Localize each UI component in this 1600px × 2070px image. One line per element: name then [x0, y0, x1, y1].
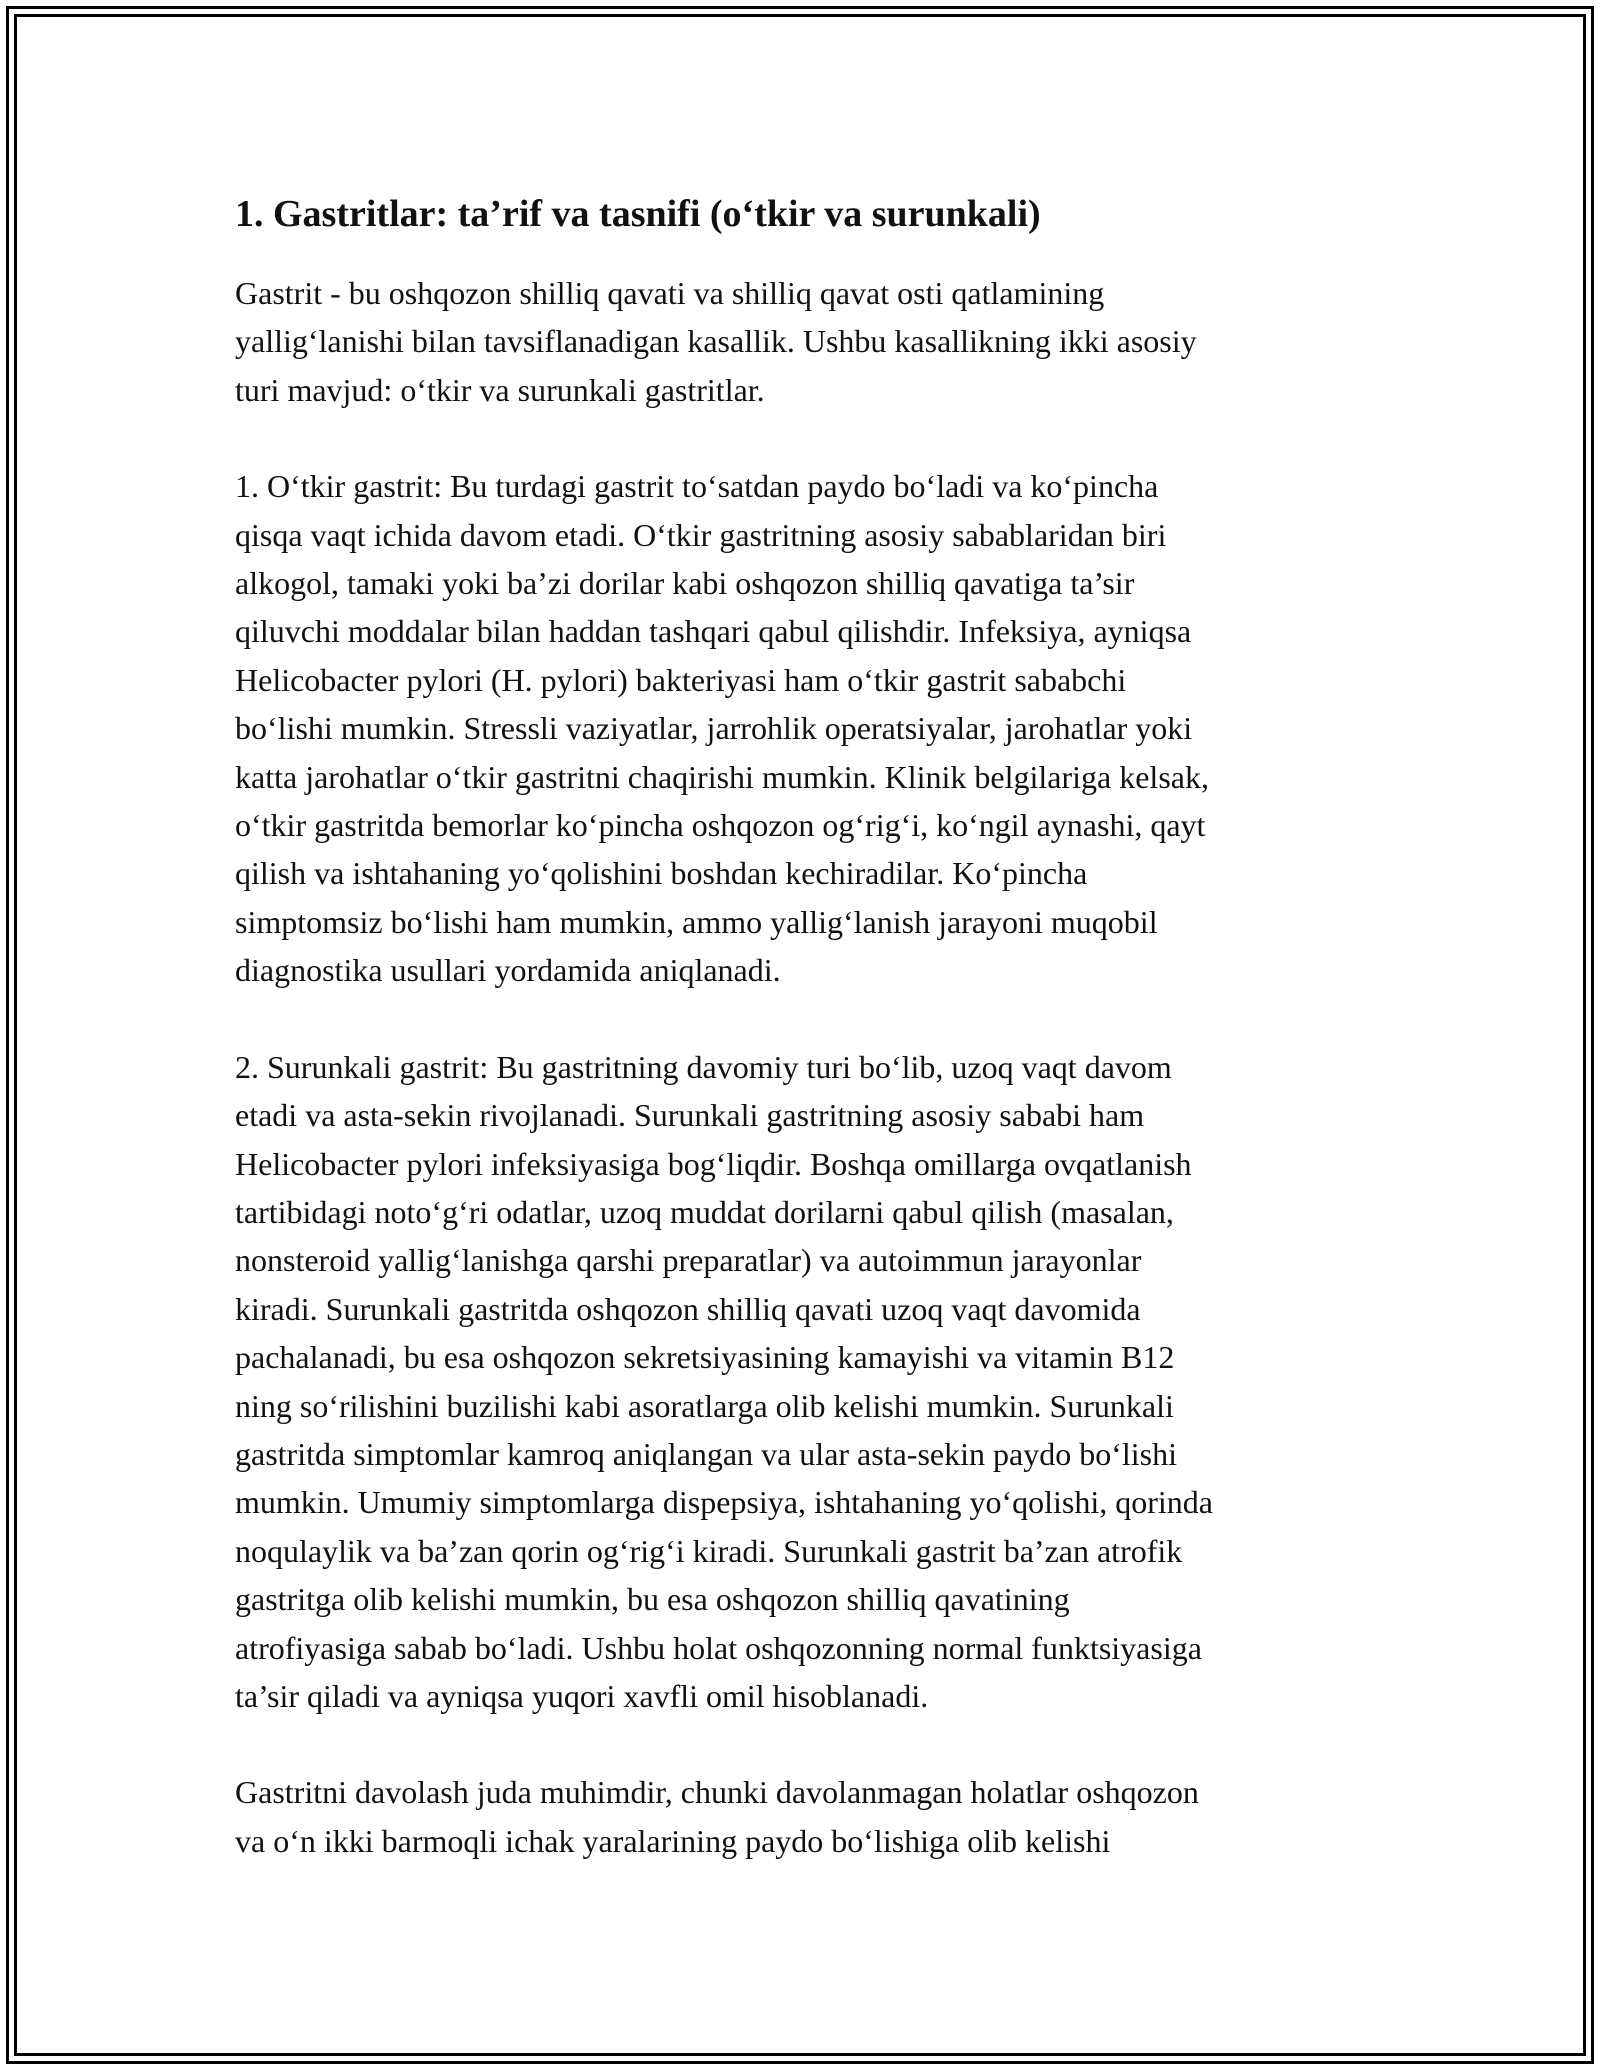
paragraph-chronic-gastritis: 2. Surunkali gastrit: Bu gastritning davomiy turi bo‘lib, uzoq vaqt davom etadi va asta-sekin rivojlanadi. Surunkali gastritning asosiy sababi ham Helicobacter pylori infeksiyasiga bog‘liqdir. Boshqa omillarga ovqatlanish tartibidagi noto‘g‘ri odatlar, uzoq muddat dorilarni qabul qilish (masalan, nonsteroid yallig‘lanishga qarshi preparatlar) va autoimmun jarayonlar kiradi. Surunkali gastritda oshqozon shilliq qavati uzoq vaqt davomida pachalanadi, bu esa oshqozon sekretsiyasining kamayishi va vitamin B12 ning so‘rilishini buzilishi kabi asoratlarga olib kelishi mumkin. Surunkali gastritda simptomlar kamroq aniqlangan va ular asta-sekin paydo bo‘lishi mumkin. Umumiy simptomlarga dispepsiya, ishtahaning yo‘qolishi, qorinda noqulaylik va ba’zan qorin og‘rig‘i kiradi. Surunkali gastrit ba’zan atrofik gastritga olib kelishi mumkin, bu esa oshqozon shilliq qavatining atrofiyasiga sabab bo‘ladi. Ushbu holat oshqozonning normal funktsiyasiga ta’sir qiladi va ayniqsa yuqori xavfli omil hisoblanadi.	[235, 1048, 1213, 1714]
section-title: 1. Gastritlar: ta’rif va tasnifi (o‘tkir va surunkali)	[235, 193, 1041, 235]
paragraph-acute-gastritis: 1. O‘tkir gastrit: Bu turdagi gastrit to‘satdan paydo bo‘ladi va ko‘pincha qisqa vaqt ichida davom etadi. O‘tkir gastritning asosiy sabablaridan biri alkogol, tamaki yoki ba’zi dorilar kabi oshqozon shilliq qavatiga ta’sir qiluvchi moddalar bilan haddan tashqari qabul qilishdir. Infeksiya, ayniqsa Helicobacter pylori (H. pylori) bakteriyasi ham o‘tkir gastrit sababchi bo‘lishi mumkin. Stressli vaziyatlar, jarrohlik operatsiyalar, jarohatlar yoki katta jarohatlar o‘tkir gastritni chaqirishi mumkin. Klinik belgilariga kelsak, o‘tkir gastritda bemorlar ko‘pincha oshqozon og‘rig‘i, ko‘ngil aynashi, qayt qilish va ishtahaning yo‘qolishini boshdan kechiradilar. Ko‘pincha simptomsiz bo‘lishi ham mumkin, ammo yallig‘lanish jarayoni muqobil diagnostika usullari yordamida aniqlanadi.	[235, 468, 1209, 989]
paragraph-treatment: Gastritni davolash juda muhimdir, chunki davolanmagan holatlar oshqozon va o‘n ikki barmoqli ichak yaralarining paydo bo‘lishiga olib kelishi	[235, 1774, 1199, 1859]
document-body	[235, 188, 1375, 1913]
paragraph-definition: Gastrit - bu oshqozon shilliq qavati va shilliq qavat osti qatlamining yallig‘lanishi bilan tavsiflanadigan kasallik. Ushbu kasallikning ikki asosiy turi mavjud: o‘tkir va surunkali gastritlar.	[235, 275, 1197, 408]
